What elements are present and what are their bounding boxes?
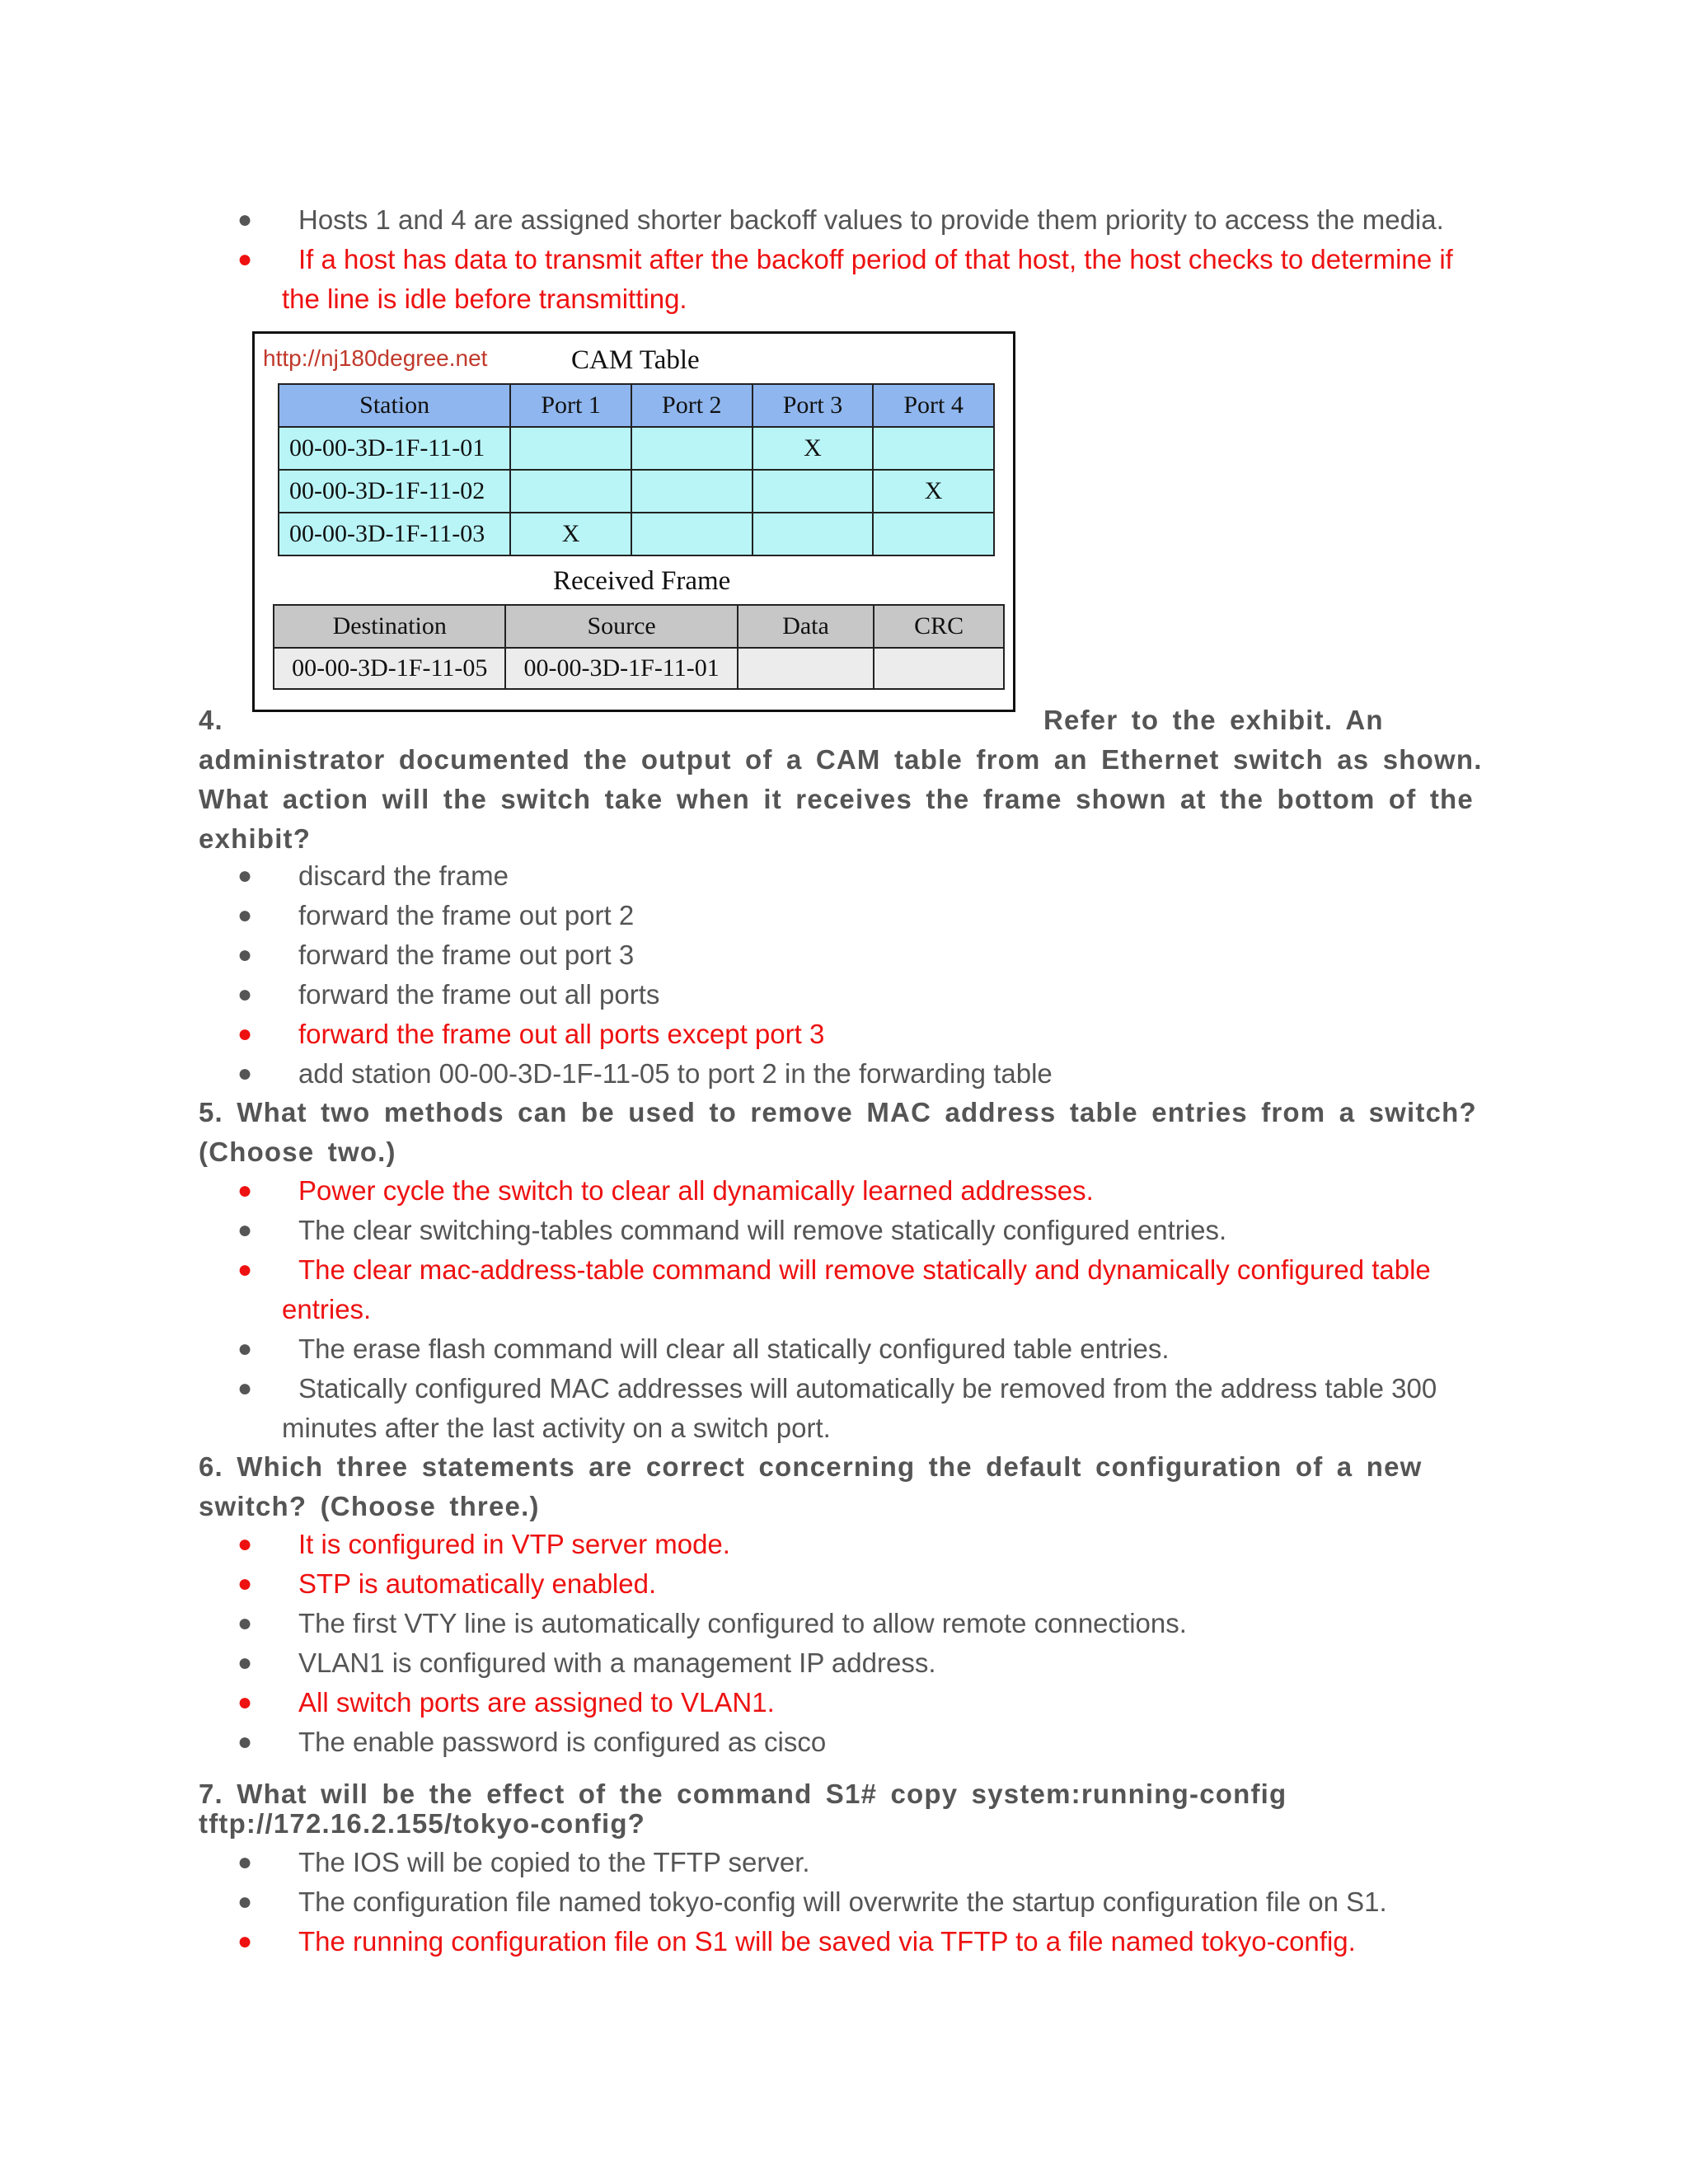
received-frame-title: Received Frame (553, 566, 731, 596)
cam-header-cell: Station (279, 384, 510, 427)
bullet-icon: ● (237, 246, 253, 273)
bullet-icon: ● (237, 1610, 253, 1637)
cam-table-exhibit (252, 331, 1015, 712)
table-row (279, 427, 994, 470)
bullet-icon: ● (237, 1649, 253, 1676)
q7-option-2: ● The configuration file named tokyo-config will overwrite the startup configuration file on S1. (237, 1886, 1387, 1917)
station-cell: 00-00-3D-1F-11-03 (279, 513, 510, 555)
port-cell (873, 513, 994, 555)
port-cell (631, 427, 753, 470)
q4-option-6: ● add station 00-00-3D-1F-11-05 to port 2 in the forwarding table (237, 1058, 1053, 1089)
q6-option-4: ● VLAN1 is configured with a management IP address. (237, 1647, 936, 1678)
bullet-icon: ● (237, 1335, 253, 1362)
cam-header-cell: Port 1 (510, 384, 631, 427)
bullet-icon: ● (237, 1530, 253, 1558)
cam-table (278, 383, 995, 556)
watermark: http://nj180degree.net (263, 345, 488, 371)
q6-option-6: ● The enable password is configured as cisco (237, 1727, 827, 1757)
q4-option-5: ● forward the frame out all ports except port 3 (237, 1019, 825, 1049)
frame-cell: 00-00-3D-1F-11-05 (274, 648, 505, 689)
cam-header-cell: Port 3 (753, 384, 874, 427)
port-cell: X (873, 470, 994, 513)
frame-cell (874, 648, 1004, 689)
bullet-icon: ● (237, 1928, 253, 1955)
q3-option-2: ● If a host has data to transmit after the backoff period of that host, the host checks to determine if the line is idle before transmitting. (237, 244, 1453, 314)
port-cell (631, 513, 753, 555)
frame-header-cell: Data (738, 605, 874, 648)
q3-option-1: ● Hosts 1 and 4 are assigned shorter backoff values to provide them priority to access the media. (237, 204, 1444, 235)
cam-header-cell: Port 2 (631, 384, 753, 427)
station-cell: 00-00-3D-1F-11-02 (279, 470, 510, 513)
port-cell (510, 427, 631, 470)
q6-option-2: ● STP is automatically enabled. (237, 1568, 657, 1599)
q4-option-1: ● discard the frame (237, 860, 509, 891)
frame-cell: 00-00-3D-1F-11-01 (505, 648, 737, 689)
q4-line-1: Refer to the exhibit. An (1043, 705, 1384, 735)
port-cell: X (510, 513, 631, 555)
frame-table-header (274, 605, 1004, 648)
q7-option-1: ● The IOS will be copied to the TFTP server. (237, 1847, 810, 1877)
bullet-icon: ● (237, 1849, 253, 1876)
port-cell (753, 513, 874, 555)
cam-header-cell: Port 4 (873, 384, 994, 427)
bullet-icon: ● (237, 862, 253, 889)
bullet-icon: ● (237, 1060, 253, 1087)
q4-line-3: What action will the switch take when it receives the frame shown at the bottom of the (199, 784, 1474, 814)
table-row (279, 470, 994, 513)
q6-line-2: switch? (Choose three.) (199, 1491, 540, 1521)
port-cell (753, 470, 874, 513)
q5-option-2: ● The clear switching-tables command will remove statically configured entries. (237, 1215, 1227, 1245)
q7-option-3: ● The running configuration file on S1 will be saved via TFTP to a file named tokyo-config. (237, 1926, 1356, 1957)
bullet-icon: ● (237, 1728, 253, 1755)
q5-line-2: (Choose two.) (199, 1137, 396, 1167)
q4-number: 4. (199, 705, 223, 735)
q6-option-5: ● All switch ports are assigned to VLAN1. (237, 1687, 775, 1718)
q6-line-1: 6. Which three statements are correct concerning the default configuration of a new (199, 1451, 1423, 1482)
port-cell (631, 470, 753, 513)
table-row (279, 513, 994, 555)
q4-option-2: ● forward the frame out port 2 (237, 900, 635, 930)
q6-option-1: ● It is configured in VTP server mode. (237, 1529, 730, 1559)
q7-line-2: tftp://172.16.2.155/tokyo-config? (199, 1808, 646, 1839)
bullet-icon: ● (237, 981, 253, 1008)
port-cell (510, 470, 631, 513)
q4-option-3: ● forward the frame out port 3 (237, 940, 635, 970)
frame-header-cell: Source (505, 605, 737, 648)
q4-option-4: ● forward the frame out all ports (237, 979, 660, 1010)
received-frame-table (273, 604, 1005, 690)
bullet-icon: ● (237, 1177, 253, 1204)
bullet-icon: ● (237, 1570, 253, 1597)
station-cell: 00-00-3D-1F-11-01 (279, 427, 510, 470)
frame-header-cell: CRC (874, 605, 1004, 648)
q5-option-1: ● Power cycle the switch to clear all dynamically learned addresses. (237, 1175, 1094, 1206)
bullet-icon: ● (237, 1256, 253, 1283)
q4-line-4: exhibit? (199, 823, 312, 854)
q6-option-3: ● The first VTY line is automatically configured to allow remote connections. (237, 1608, 1187, 1638)
q5-line-1: 5. What two methods can be used to remove MAC address table entries from a switch? (199, 1097, 1477, 1127)
frame-cell (738, 648, 874, 689)
q4-line-2: administrator documented the output of a CAM table from an Ethernet switch as shown. (199, 744, 1483, 775)
q5-option-4: ● The erase flash command will clear all statically configured table entries. (237, 1333, 1170, 1364)
q7-line-1: 7. What will be the effect of the command S1# copy system:running-config (199, 1779, 1287, 1809)
bullet-icon: ● (237, 941, 253, 968)
port-cell (873, 427, 994, 470)
bullet-icon: ● (237, 1375, 253, 1402)
q5-option-3: ● The clear mac-address-table command will remove statically and dynamically configured table entries. (237, 1254, 1431, 1324)
port-cell: X (753, 427, 874, 470)
bullet-icon: ● (237, 902, 253, 929)
bullet-icon: ● (237, 1689, 253, 1716)
frame-header-cell: Destination (274, 605, 505, 648)
cam-table-header (279, 384, 994, 427)
table-row (274, 648, 1004, 689)
bullet-icon: ● (237, 206, 253, 233)
bullet-icon: ● (237, 1020, 253, 1047)
bullet-icon: ● (237, 1888, 253, 1915)
bullet-icon: ● (237, 1216, 253, 1244)
q5-option-5: ● Statically configured MAC addresses will automatically be removed from the address table 300 minutes after the last activity on a switch port. (237, 1373, 1437, 1443)
cam-table-title: CAM Table (571, 345, 700, 375)
